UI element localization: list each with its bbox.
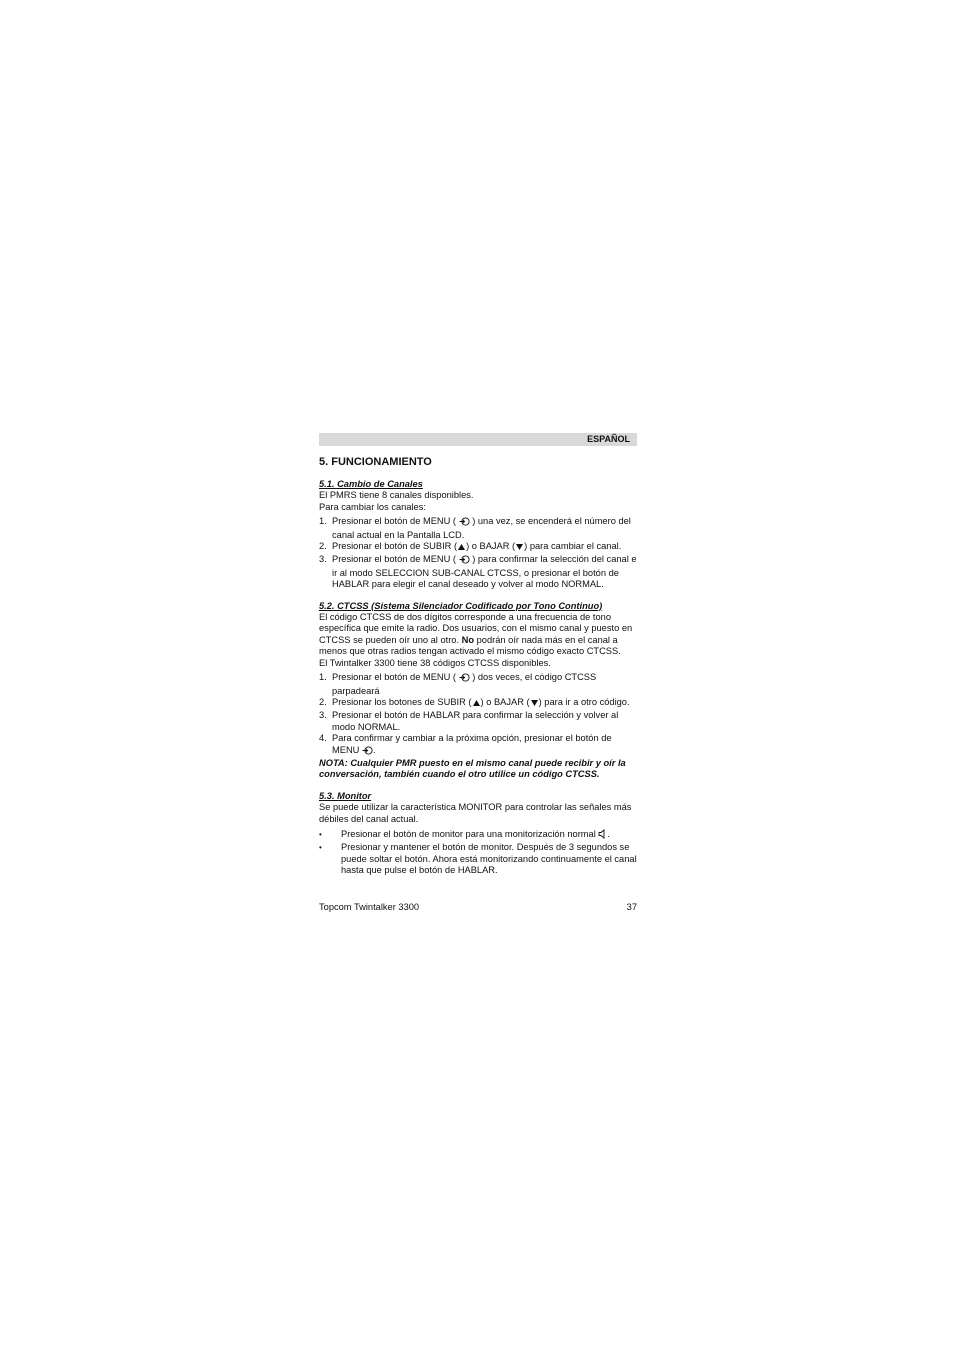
bold-text: No xyxy=(461,634,475,645)
item-number: 2. xyxy=(319,696,327,707)
item-text: Presionar el botón de HABLAR para confirmar la selección y volver al modo NORMAL. xyxy=(332,710,619,732)
language-label: ESPAÑOL xyxy=(587,434,630,444)
menu-key-icon xyxy=(459,673,470,685)
section-monitor xyxy=(319,791,637,877)
paragraph: Para cambiar los canales: xyxy=(319,501,426,512)
paragraph xyxy=(319,612,637,658)
note-text: NOTA: Cualquier PMR puesto en el mismo canal puede recibir y oír la conversación, también cuando el otro utilice un código CTCSS. xyxy=(319,757,626,780)
paragraph-text: podrán oír nada más en el canal a menos que otras radios tengan activado el mismo código exacto CTCSS. xyxy=(319,634,621,657)
up-arrow-icon xyxy=(457,543,466,554)
chapter-title: 5. FUNCIONAMIENTO xyxy=(319,456,432,468)
item-text-part: Presionar los botones de SUBIR ( xyxy=(332,696,472,707)
item-text xyxy=(332,672,637,697)
section-ctcss xyxy=(319,601,637,781)
list-item xyxy=(319,672,637,697)
manual-page xyxy=(319,433,637,877)
item-text-part: Presionar el botón de MENU ( xyxy=(332,516,457,527)
list-item xyxy=(319,554,637,590)
item-text xyxy=(332,697,637,710)
down-arrow-icon xyxy=(530,699,539,710)
paragraph: El PMRS tiene 8 canales disponibles. xyxy=(319,490,474,501)
item-text-part: ) o BAJAR ( xyxy=(480,696,530,707)
item-number: 3. xyxy=(319,710,327,721)
item-text-part: ) para cambiar el canal. xyxy=(524,541,622,552)
item-text-part: ) para confirmar la selección del canal e ir al modo SELECCION SUB-CANAL CTCSS, o presionar el botón de HABLAR para elegir el canal deseado y volver al modo NORMAL. xyxy=(332,554,637,590)
item-text-part: ) una vez, se encenderá el número del canal actual en la Pantalla LCD. xyxy=(332,516,631,540)
section-heading: 5.2. CTCSS (Sistema Silenciador Codificado por Tono Continuo) xyxy=(319,600,603,611)
bullet-list xyxy=(319,829,637,877)
item-text-part: Presionar el botón de SUBIR ( xyxy=(332,541,458,552)
item-text-part: . xyxy=(372,744,376,755)
item-number: 4. xyxy=(319,733,327,744)
speaker-icon xyxy=(598,829,607,842)
bullet-mark: • xyxy=(319,843,322,853)
list-item xyxy=(319,710,637,733)
list-item xyxy=(319,733,637,758)
steps-list xyxy=(319,516,637,590)
item-text-part: ) para ir a otro código. xyxy=(538,696,630,707)
menu-key-icon xyxy=(459,517,470,529)
paragraph: Se puede utilizar la característica MONITOR para controlar las señales más débiles del canal actual. xyxy=(319,802,632,824)
item-number: 3. xyxy=(319,554,327,565)
bullet-mark: • xyxy=(319,829,322,839)
steps-list xyxy=(319,672,637,758)
footer-product: Topcom Twintalker 3300 xyxy=(319,902,420,912)
language-header-bar xyxy=(319,433,637,446)
item-text: Presionar y mantener el botón de monitor. Después de 3 segundos se puede soltar el botón. Ahora está monitorizando continuamente el canal hasta que pulse el botón de HABLAR. xyxy=(341,842,637,876)
paragraph: El Twintalker 3300 tiene 38 códigos CTCSS disponibles. xyxy=(319,657,551,668)
list-item xyxy=(319,516,637,541)
page-number: 37 xyxy=(626,902,637,912)
page-footer xyxy=(319,902,637,913)
item-text-part: Presionar el botón de MENU ( xyxy=(332,672,457,683)
paragraph-text: El código CTCSS de dos dígitos corresponde a una frecuencia de tono específica que emite la radio. Dos usuarios, con el mismo canal y puesto en CTCSS se pueden oír uno al otro. xyxy=(319,612,633,645)
section-cambio-canales xyxy=(319,479,637,591)
item-number: 1. xyxy=(319,516,327,527)
menu-key-icon xyxy=(362,746,373,758)
item-text xyxy=(332,516,637,541)
item-text-part: Presionar el botón de monitor para una monitorización normal xyxy=(341,828,599,839)
up-arrow-icon xyxy=(472,699,481,710)
item-text xyxy=(332,554,637,590)
item-text-part: ) dos veces, el código CTCSS parpadeará xyxy=(332,672,597,696)
item-text-part: Para confirmar y cambiar a la próxima opción, presionar el botón de MENU xyxy=(332,733,612,755)
section-heading: 5.3. Monitor xyxy=(319,790,372,801)
item-text xyxy=(332,541,637,554)
item-text xyxy=(332,733,637,758)
item-text xyxy=(341,829,637,842)
item-text-part: Presionar el botón de MENU ( xyxy=(332,554,457,565)
list-item xyxy=(319,842,637,876)
list-item xyxy=(319,541,637,554)
item-number: 1. xyxy=(319,672,327,683)
list-item xyxy=(319,697,637,710)
down-arrow-icon xyxy=(515,543,524,554)
menu-key-icon xyxy=(459,555,470,567)
item-text-part: . xyxy=(607,828,610,839)
item-number: 2. xyxy=(319,541,327,552)
section-heading: 5.1. Cambio de Canales xyxy=(319,479,423,489)
list-item xyxy=(319,829,637,842)
item-text-part: ) o BAJAR ( xyxy=(466,541,516,552)
